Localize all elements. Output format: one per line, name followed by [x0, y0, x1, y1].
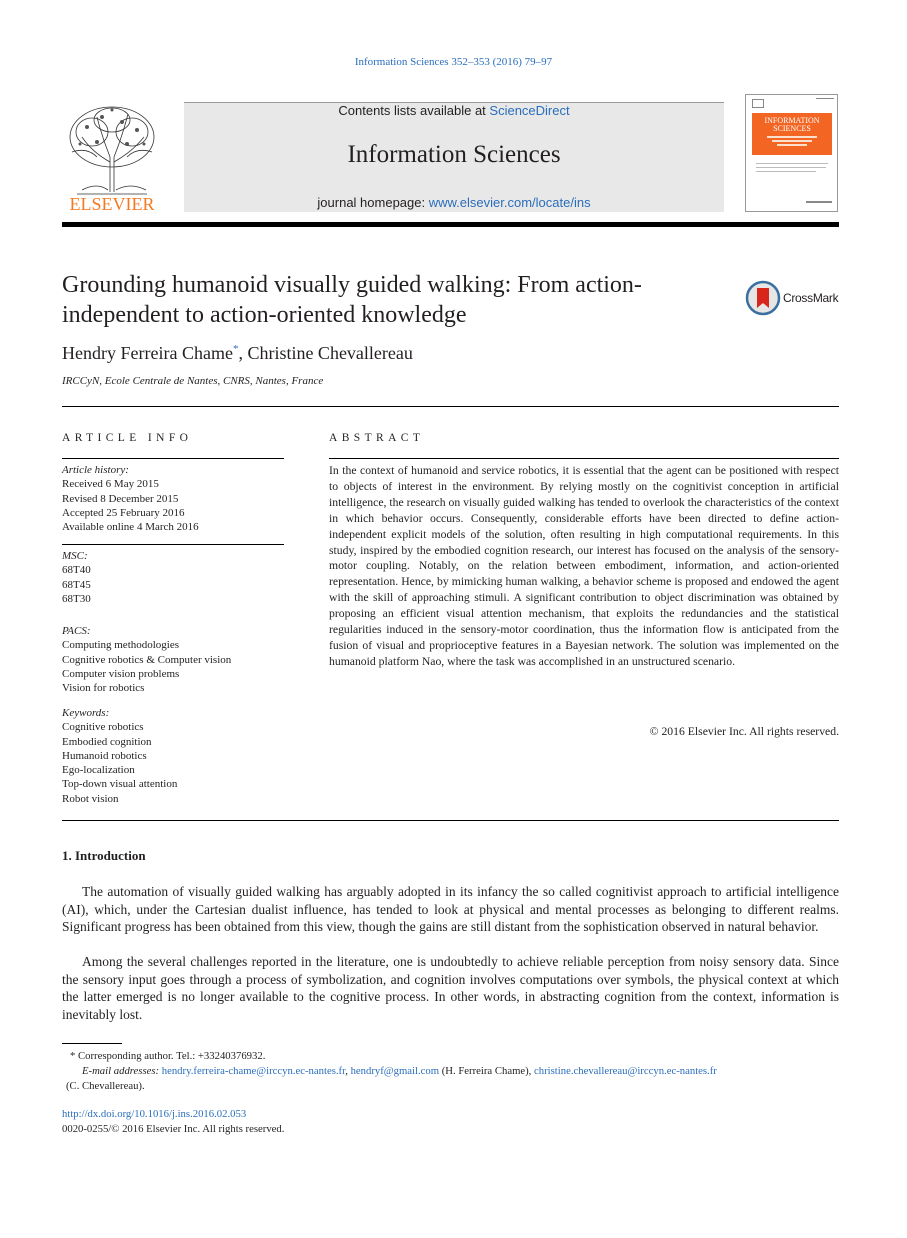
divider — [329, 458, 839, 459]
msc-item: 68T30 — [62, 592, 91, 605]
sciencedirect-link[interactable]: ScienceDirect — [489, 103, 570, 118]
crossmark-badge[interactable] — [745, 280, 845, 316]
section-heading-introduction: 1. Introduction — [62, 848, 146, 863]
email-owner: (C. Chevallereau). — [66, 1080, 145, 1092]
abstract-copyright: © 2016 Elsevier Inc. All rights reserved. — [649, 725, 839, 738]
cover-title-block — [752, 113, 832, 155]
abstract-text: In the context of humanoid and service robotics, it is essential that the agent can be positioned with respect to objects of interest in the environment. By relying mostly on the cognitivist conception in artificial intelligence, the research on visually guided walking has tended to overlook the characteristics of the context in which behavior occurs. Consequently, considerable efforts have been directed to define action-independent explicit models of the solution, often resulting in high computational requirements. In this study, inspired by the embodied cognition research, our interest has focused on the analysis of the sensory-motor coupling. Notably, on the relation between embodiment, information, and action-oriented representation. Hence, by mimicking human walking, a behavior scheme is proposed and endowed the agent with the skill of approaching stimuli. A significant contribution to object discrimination was obtained by proposing an efficient visual attention mechanism, that exploits the redundancies and the statistical regularities induced in the sensory-motor coordination, thus the information flow is anticipated from the fusion of visual and proprioceptive features in a Bayesian network. The solution was implemented on the humanoid platform Nao, where the task was accomplished in an unstructured scenario. — [329, 464, 839, 668]
author-separator: , — [238, 343, 248, 363]
email-owner: (H. Ferreira Chame), — [441, 1065, 532, 1077]
msc-label: MSC: — [62, 550, 88, 562]
contents-prefix: Contents lists available at — [338, 103, 490, 118]
footnote-mark: * — [70, 1050, 76, 1062]
email-label: E-mail addresses: — [82, 1065, 160, 1077]
keyword-item: Cognitive robotics — [62, 721, 144, 734]
affiliation: IRCCyN, Ecole Centrale de Nantes, CNRS, Nantes, France — [62, 375, 324, 387]
intro-paragraph-2: Among the several challenges reported in the literature, one is undoubtedly to achieve reliable perception from noisy sensory data. Since the sensory input goes through a process of symbolization, and cognition involves computations over symbols, the physical context at which the latter emerged is no longer available to the cognitive process. In other words, in abstracting cognition from the context, information is inevitably lost. — [62, 954, 839, 1022]
cover-text-line — [756, 171, 816, 172]
email-link[interactable]: hendry.ferreira-chame@irccyn.ec-nantes.fr — [161, 1065, 346, 1077]
keywords — [62, 706, 284, 806]
cover-title: INFORMATION SCIENCES — [764, 116, 820, 133]
pacs-label: PACS: — [62, 625, 91, 637]
intro-paragraph-1: The automation of visually guided walking has arguably adopted in its infancy the so called cognitivist approach to artificial intelligence (AI), which, under the Cartesian dualist influence, has tended to look at physical and mental processes as belonging to different realms. Significant progress has been obtained from this view, though the gains are still distant from the sophistication observed in natural behavior. — [62, 884, 839, 935]
footnote-corresponding-text: Corresponding author. Tel.: +33240376932. — [78, 1050, 266, 1062]
journal-reference[interactable]: Information Sciences 352–353 (2016) 79–97 — [354, 56, 553, 68]
pacs-codes — [62, 624, 284, 695]
tree-icon — [62, 102, 162, 212]
footnote-rule — [62, 1043, 122, 1044]
divider — [62, 544, 284, 545]
abstract-heading: ABSTRACT — [329, 432, 425, 444]
issn-copyright: 0020-0255/© 2016 Elsevier Inc. All rights reserved. — [62, 1123, 285, 1135]
cover-subtitle-line — [772, 140, 812, 142]
elsevier-logo — [62, 102, 162, 212]
history-item: Accepted 25 February 2016 — [62, 506, 185, 519]
keyword-item: Ego-localization — [62, 764, 135, 777]
doi-link[interactable]: http://dx.doi.org/10.1016/j.ins.2016.02.053 — [62, 1108, 247, 1120]
corresponding-mark[interactable]: * — [232, 343, 239, 355]
history-item: Received 6 May 2015 — [62, 478, 159, 491]
history-item: Available online 4 March 2016 — [62, 521, 199, 534]
keyword-item: Embodied cognition — [62, 735, 152, 748]
cover-rule — [816, 98, 834, 99]
keywords-label: Keywords: — [62, 707, 110, 719]
history-label: Article history: — [62, 464, 129, 476]
pacs-item: Computing methodologies — [62, 639, 180, 652]
history-item: Revised 8 December 2015 — [62, 492, 179, 505]
homepage-line — [184, 195, 724, 210]
divider — [62, 458, 284, 459]
header-rule — [62, 222, 839, 227]
elsevier-wordmark: ELSEVIER — [69, 194, 155, 212]
crossmark-label: CrossMark — [783, 291, 839, 305]
cover-subtitle-line — [777, 144, 807, 146]
homepage-prefix: journal homepage: — [317, 195, 429, 210]
msc-item: 68T45 — [62, 578, 91, 591]
pacs-item: Vision for robotics — [62, 682, 145, 695]
keyword-item: Robot vision — [62, 792, 119, 805]
article-info-heading: ARTICLE INFO — [62, 432, 193, 444]
cover-publisher-mark — [806, 201, 832, 203]
keyword-item: Humanoid robotics — [62, 749, 147, 762]
article-title: Grounding humanoid visually guided walking: From action-independent to action-oriented knowledge — [62, 272, 642, 328]
email-link[interactable]: hendryf@gmail.com — [350, 1065, 440, 1077]
journal-name: Information Sciences — [347, 141, 561, 168]
homepage-link[interactable]: www.elsevier.com/locate/ins — [428, 195, 591, 210]
author-list — [62, 343, 413, 364]
email-link[interactable]: christine.chevallereau@irccyn.ec-nantes.fr — [534, 1065, 717, 1077]
pacs-item: Computer vision problems — [62, 667, 180, 680]
divider — [62, 820, 839, 821]
footnote-corresponding — [62, 1049, 839, 1064]
footnote-emails: E-mail addresses: hendry.ferreira-chame@irccyn.ec-nantes.fr, hendryf@gmail.com (H. Ferreira Chame), christine.chevallereau@irccyn.ec-nantes.fr — [82, 1065, 717, 1077]
crossmark-icon — [745, 280, 781, 316]
cover-text-line — [756, 163, 828, 164]
msc-item: 68T40 — [62, 564, 91, 577]
journal-cover — [745, 94, 838, 212]
pacs-item: Cognitive robotics & Computer vision — [62, 653, 232, 666]
cover-subtitle-line — [767, 136, 817, 138]
cover-text-line — [756, 167, 826, 168]
contents-line — [184, 103, 724, 118]
article-history — [62, 463, 284, 534]
author-name[interactable]: Christine Chevallereau — [247, 343, 413, 363]
keyword-item: Top-down visual attention — [62, 778, 178, 791]
footnote — [62, 1049, 839, 1094]
msc-codes — [62, 549, 284, 606]
cover-logo-icon — [752, 99, 764, 108]
journal-banner — [184, 102, 724, 212]
author-name[interactable]: Hendry Ferreira Chame — [62, 343, 233, 363]
divider — [62, 406, 839, 407]
